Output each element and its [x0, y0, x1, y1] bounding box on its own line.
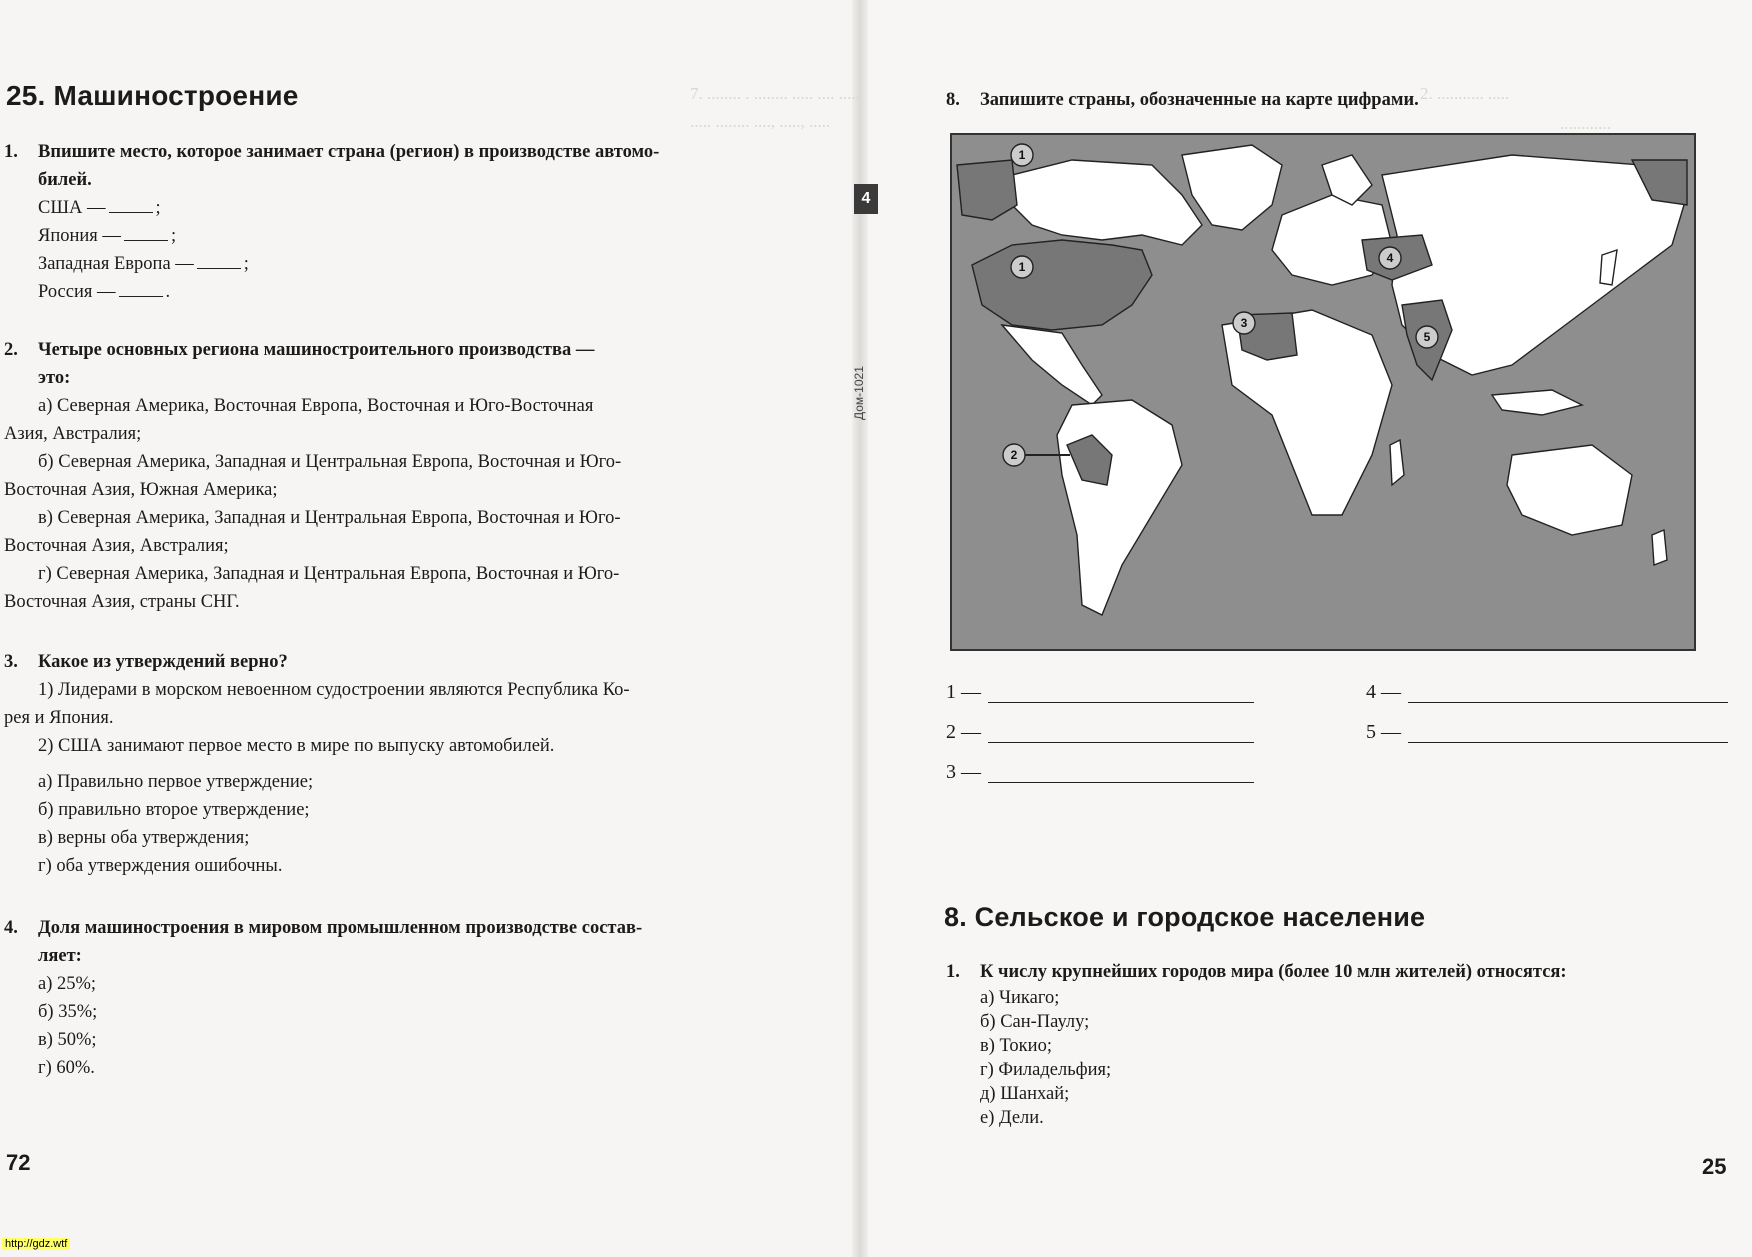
answer-label: 1 — — [946, 681, 981, 703]
question-number: 2. — [4, 340, 18, 360]
option-d[interactable]: г) Филадельфия; — [980, 1060, 1112, 1080]
option-b[interactable]: б) правильно второе утверждение; — [38, 800, 310, 820]
option-a[interactable]: а) Чикаго; — [980, 988, 1060, 1008]
option-d-cont: Восточная Азия, страны СНГ. — [4, 592, 240, 612]
option-c[interactable]: в) верны оба утверждения; — [38, 828, 250, 848]
question-stem: Четыре основных региона машиностроительного производства — — [38, 340, 595, 360]
answer-label: 3 — — [946, 761, 981, 783]
question-number: 3. — [4, 652, 18, 672]
map-marker-5-india — [1416, 326, 1438, 348]
question-stem: Запишите страны, обозначенные на карте цифрами. — [980, 90, 1419, 110]
answer-line-5 — [1366, 718, 1730, 746]
bleed-through-text: 2. ........... ..... — [1420, 84, 1510, 103]
fill-blank[interactable] — [124, 222, 168, 241]
answer-item: Россия — . — [4, 278, 794, 306]
map-marker-1-usa — [1011, 256, 1033, 278]
option-a[interactable]: а) Северная Америка, Восточная Европа, Восточная и Юго-Восточная — [38, 396, 594, 416]
question-number: 8. — [946, 90, 960, 110]
option-b[interactable]: б) 35%; — [38, 1002, 98, 1022]
option-a[interactable]: а) 25%; — [38, 974, 97, 994]
map-marker-label: 3 — [1240, 316, 1248, 330]
answer-blank[interactable] — [988, 742, 1254, 743]
question-8-1 — [946, 958, 1726, 1130]
map-marker-label: 2 — [1010, 448, 1018, 462]
question-number: 1. — [4, 142, 18, 162]
question-stem-cont: ляет: — [38, 946, 82, 966]
map-marker-3-algeria — [1233, 312, 1255, 334]
map-marker-label: 4 — [1386, 251, 1394, 265]
answer-label: 2 — — [946, 721, 981, 743]
option-c[interactable]: в) Северная Америка, Западная и Центральная Европа, Восточная и Юго- — [38, 508, 621, 528]
option-c[interactable]: в) Токио; — [980, 1036, 1052, 1056]
option-d[interactable]: г) оба утверждения ошибочны. — [38, 856, 283, 876]
bleed-through-text: 7. ........ . ........ ..... .... ..... — [690, 84, 860, 103]
fill-blank[interactable] — [197, 250, 241, 269]
map-marker-1-alaska — [1011, 144, 1033, 166]
question-2 — [4, 336, 794, 616]
land-new-zealand — [1652, 530, 1667, 565]
world-map — [950, 133, 1696, 651]
question-stem-cont: билей. — [38, 170, 92, 190]
bleed-through-text: ..... ........ ...., ....., ..... — [690, 112, 831, 131]
question-stem-cont: это: — [38, 368, 71, 388]
section-title-right: 8. Сельское и городское население — [944, 902, 1426, 932]
answer-blank[interactable] — [988, 702, 1254, 703]
map-marker-label: 1 — [1018, 148, 1026, 162]
option-d[interactable]: г) Северная Америка, Западная и Центральная Европа, Восточная и Юго- — [38, 564, 620, 584]
option-b-cont: Восточная Азия, Южная Америка; — [4, 480, 278, 500]
option-b[interactable]: б) Сан-Паулу; — [980, 1012, 1090, 1032]
fill-blank[interactable] — [119, 278, 163, 297]
land-alaska — [957, 160, 1017, 220]
option-a[interactable]: а) Правильно первое утверждение; — [38, 772, 314, 792]
bleed-through-text: ............ — [1560, 114, 1611, 133]
question-stem: Доля машиностроения в мировом промышленном производстве состав- — [38, 918, 643, 938]
map-marker-label: 1 — [1018, 260, 1026, 274]
page-number-left: 72 — [6, 1150, 31, 1175]
map-marker-label: 5 — [1423, 330, 1431, 344]
answer-blank[interactable] — [1408, 742, 1728, 743]
option-d[interactable]: г) 60%. — [38, 1058, 95, 1078]
question-number: 4. — [4, 918, 18, 938]
statement-1: 1) Лидерами в морском невоенном судостроении являются Республика Ко- — [38, 680, 630, 700]
answer-item: США — ; — [4, 194, 794, 222]
page-number-right: 25 — [1702, 1154, 1727, 1179]
option-a-cont: Азия, Австралия; — [4, 424, 142, 444]
answer-blank[interactable] — [988, 782, 1254, 783]
chapter-tab: 4 — [854, 184, 878, 214]
answer-label: 4 — — [1366, 681, 1401, 703]
print-code-label: Дом-1021 — [852, 366, 866, 420]
option-f[interactable]: е) Дели. — [980, 1108, 1044, 1128]
statement-1-cont: рея и Япония. — [4, 708, 114, 728]
question-number: 1. — [946, 962, 960, 982]
option-b[interactable]: б) Северная Америка, Западная и Центральная Европа, Восточная и Юго- — [38, 452, 622, 472]
fill-blank[interactable] — [109, 194, 153, 213]
option-c[interactable]: в) 50%; — [38, 1030, 97, 1050]
answer-line-1 — [946, 678, 1306, 706]
question-1 — [4, 138, 794, 306]
option-c-cont: Восточная Азия, Австралия; — [4, 536, 229, 556]
answer-item: Япония — ; — [4, 222, 794, 250]
world-map-svg — [952, 135, 1694, 649]
map-marker-4-kazakhstan — [1379, 247, 1401, 269]
answer-line-3 — [946, 758, 1306, 786]
watermark-url: http://gdz.wtf — [2, 1238, 70, 1250]
answer-item: Западная Европа — ; — [4, 250, 794, 278]
question-stem: К числу крупнейших городов мира (более 10 млн жителей) относятся: — [980, 962, 1567, 982]
option-e[interactable]: д) Шанхай; — [980, 1084, 1070, 1104]
answer-blank[interactable] — [1408, 702, 1728, 703]
question-stem: Впишите место, которое занимает страна (регион) в производстве автомо- — [38, 142, 660, 162]
question-8 — [946, 86, 1706, 114]
question-4 — [4, 914, 794, 1082]
answer-line-4 — [1366, 678, 1730, 706]
statement-2: 2) США занимают первое место в мире по выпуску автомобилей. — [38, 736, 555, 756]
answer-label: 5 — — [1366, 721, 1401, 743]
answer-line-2 — [946, 718, 1306, 746]
question-stem: Какое из утверждений верно? — [38, 652, 288, 672]
section-title: 25. Машиностроение — [6, 80, 299, 111]
question-3 — [4, 648, 794, 880]
